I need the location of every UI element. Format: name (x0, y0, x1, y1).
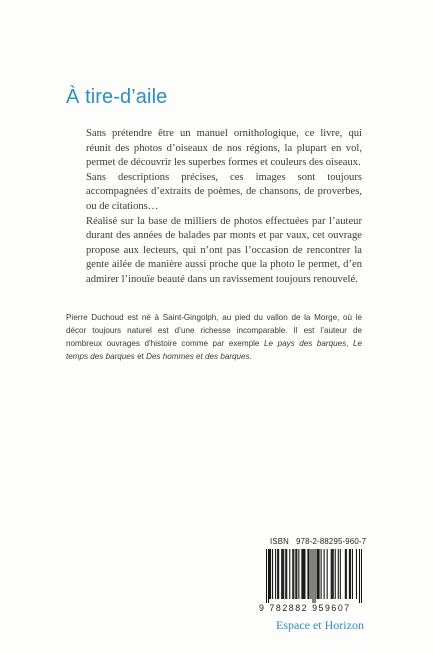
separator-text: , (346, 339, 353, 348)
blurb-paragraph: Réalisé sur la base de milliers de photos effectuées par l’auteur durant des années de balades par monts et par vaux, cet ouvrage propose aux lecteurs, qui n’ont pas l’occasion de rencontrer la gente ailée de manière aussi proche que la photo le permet, d’en admirer l’inouïe beauté dans un ravissement toujours renouvelé. (86, 215, 362, 285)
barcode-bar (310, 549, 311, 599)
barcode-bar (319, 549, 320, 599)
barcode-bar (331, 549, 332, 599)
book-blurb (86, 127, 362, 288)
barcode-bar (317, 549, 318, 599)
separator-text: . (249, 352, 252, 361)
barcode-bar (296, 549, 297, 599)
isbn-label: ISBN 978-2-88295-960-7 (270, 537, 367, 546)
barcode-bar (327, 549, 328, 599)
barcode-digits: 9 782882 959607 (259, 603, 351, 613)
barcode-bar (268, 549, 269, 603)
author-bio (66, 311, 362, 363)
barcode-bar (289, 549, 290, 599)
barcode-bar (315, 549, 316, 603)
author-bio-text: Pierre Duchoud est né à Saint-Gingolph, au pied du vallon de la Morge, où le décor toujours naturel est d’une richesse incomparable. Il est l’auteur de nombreux ouvrages d’histoire comme par exemple (66, 313, 362, 348)
barcode-bar (349, 549, 350, 599)
barcode-bar (332, 549, 333, 599)
barcode-bar (266, 549, 267, 603)
barcode-bar (361, 549, 362, 603)
barcode-bar (324, 549, 325, 599)
book-reference: Le pays des barques (264, 339, 347, 348)
barcode-bar (302, 549, 303, 599)
barcode-bar (308, 549, 309, 599)
barcode-bar (301, 549, 302, 599)
barcode-bar (352, 549, 353, 599)
barcode-bar (285, 549, 286, 599)
blurb-paragraph: Sans descriptions précises, ces images sont toujours accompagnées d’extraits de poèmes, de chansons, de proverbes, ou de citations… (86, 171, 362, 212)
barcode-bar (281, 549, 282, 599)
barcode-bar (275, 549, 276, 599)
barcode-bar (318, 549, 319, 599)
barcode-bar (292, 549, 293, 599)
barcode-icon (266, 549, 362, 603)
barcode-bar (269, 549, 270, 599)
barcode-bar (272, 549, 273, 599)
barcode-bar (346, 549, 347, 599)
barcode-bars (266, 549, 362, 603)
barcode-bar (278, 549, 279, 599)
publisher-name: Espace et Horizon (276, 618, 364, 632)
barcode-bar (293, 549, 294, 599)
barcode-bar (282, 549, 283, 599)
barcode-bar (270, 549, 271, 599)
barcode-bar (356, 549, 357, 599)
separator-text: et (134, 352, 147, 361)
barcode-bar (359, 549, 360, 603)
book-title: À tire-d’aile (66, 86, 168, 108)
barcode-bar (333, 549, 334, 599)
barcode-bar (338, 549, 339, 599)
barcode-bar (277, 549, 278, 599)
barcode-bar (340, 549, 341, 599)
book-reference: Des hommes et des barques (146, 352, 250, 361)
barcode-bar (350, 549, 351, 599)
blurb-paragraph: Sans prétendre être un manuel ornithologique, ce livre, qui réunit des photos d’oiseaux de nos régions, la plupart en vol, permet de découvrir les superbes formes et couleurs des oiseaux. (86, 128, 362, 169)
barcode-bar (345, 549, 346, 599)
barcode-bar (307, 549, 308, 599)
barcode-bar (298, 549, 299, 599)
book-reference: Le temps des barques (66, 339, 363, 361)
barcode-bar (303, 549, 304, 599)
barcode-bar (283, 549, 284, 599)
barcode-bar (335, 549, 336, 599)
barcode-bar (286, 549, 287, 599)
barcode-bar (295, 549, 296, 599)
barcode-bar (312, 549, 313, 603)
barcode-bar (321, 549, 322, 599)
barcode-bar (304, 549, 305, 599)
